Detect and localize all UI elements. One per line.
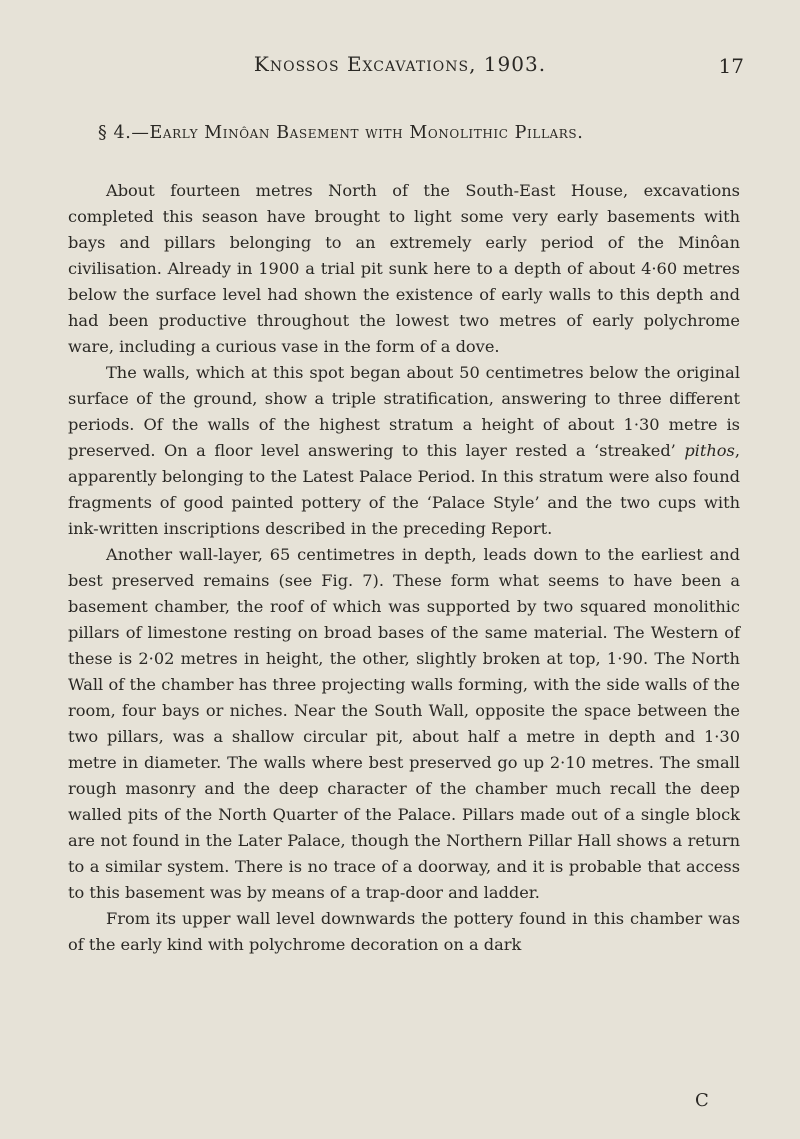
paragraph-4 [68,906,740,958]
paragraph-text: About fourteen metres North of the South-East House, excavations completed this season have brought to light some very early basements with bays and pillars belonging to an extremely early period of the Minôan civilisation. Already in 1900 a trial pit sunk here to a depth of about 4·60 metres below the surface level had shown the existence of early walls to this depth and had been productive throughout the lowest two metres of early polychrome ware, including a curious vase in the form of a dove. [68,181,740,356]
italic-term-pithos: pithos [684,441,735,460]
paragraph-text: , apparently belonging to the Latest Palace Period. In this stratum were also found fragments of good painted pottery of the ‘Palace Style’ and the two cups with ink-written inscriptions described in the preceding Report. [68,441,740,538]
paragraph-text: The walls, which at this spot began about 50 centimetres below the original surface of the ground, show a triple stratification, answering to three different periods. Of the walls of the highest stratum a height of about 1·30 metre is preserved. On a floor level answering to this layer rested a ‘streaked’ [68,363,740,460]
paragraph-text: From its upper wall level downwards the pottery found in this chamber was of the early kind with polychrome decoration on a dark [68,909,740,954]
running-title: Knossos Excavations, 1903. [253,52,547,76]
paragraph-2 [68,360,740,542]
paragraph-3 [68,542,740,906]
paragraph-text: Another wall-layer, 65 centimetres in depth, leads down to the earliest and best preserved remains (see Fig. 7). These form what seems to have been a basement chamber, the roof of which was supported by two squared monolithic pillars of limestone resting on broad bases of the same material. The Western of these is 2·02 metres in height, the other, slightly broken at top, 1·90. The North Wall of the chamber has three projecting walls forming, with the side walls of the room, four bays or niches. Near the South Wall, opposite the space between the two pillars, was a shallow circular pit, about half a metre in depth and 1·30 metre in diameter. The walls where best preserved go up 2·10 metres. The small rough masonry and the deep character of the chamber much recall the deep walled pits of the North Quarter of the Palace. Pillars made out of a single block are not found in the Later Palace, though the Northern Pillar Hall shows a return to a similar system. There is no trace of a doorway, and it is probable that access to this basement was by means of a trap-door and ladder. [68,545,740,902]
paragraph-1 [68,178,740,360]
running-head [0,52,800,82]
page-number: 17 [718,54,744,78]
signature-mark: C [695,1090,709,1111]
body-text [68,178,740,958]
section-heading: § 4.—Early Minôan Basement with Monolithic Pillars. [98,123,584,143]
